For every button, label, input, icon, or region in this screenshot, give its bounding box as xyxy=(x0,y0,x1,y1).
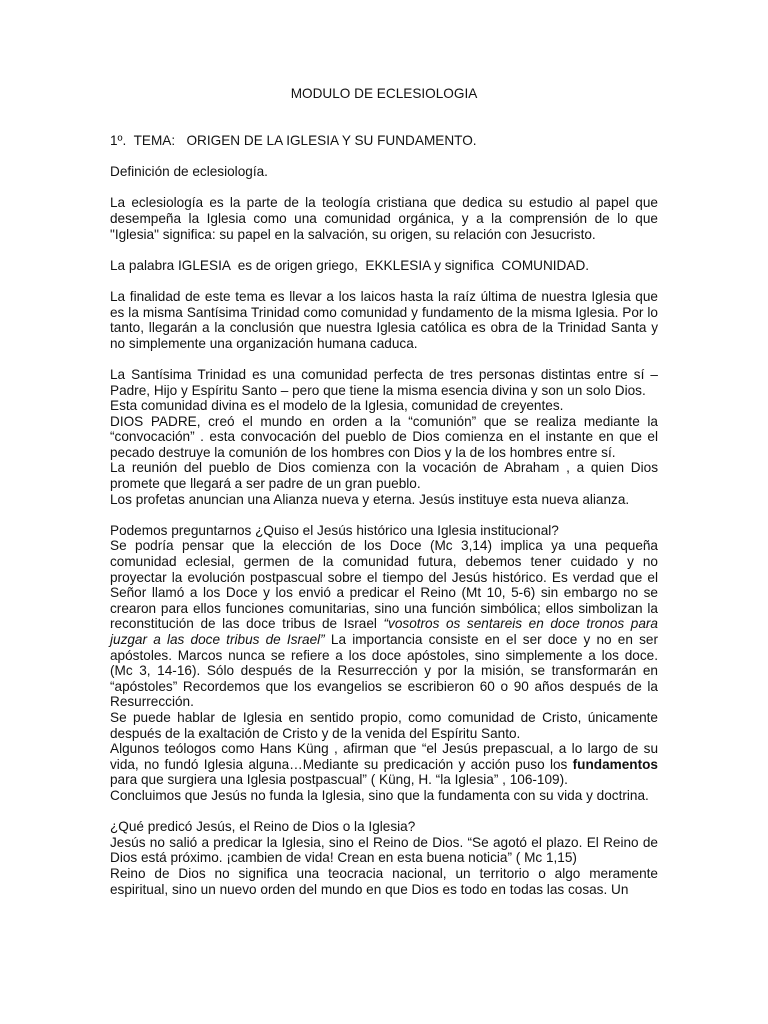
paragraph-teocracia: Reino de Dios no significa una teocracia nacional, un territorio o algo meramente espiritual, sino un nuevo orden del mundo en que Dios es todo en todas las cosas. Un xyxy=(110,865,658,897)
paragraph-abraham: La reunión del pueblo de Dios comienza con la vocación de Abraham , a quien Dios promete que llegará a ser padre de un gran pueblo. xyxy=(110,460,658,492)
document-body xyxy=(110,133,658,897)
topic-heading: 1º. TEMA: ORIGEN DE LA IGLESIA Y SU FUNDAMENTO. xyxy=(110,133,477,148)
paragraph-pregunta-reino: ¿Qué predicó Jesús, el Reino de Dios o la Iglesia? xyxy=(110,819,416,835)
kung-text-2: para que surgiera una Iglesia postpascual” ( Küng, H. “la Iglesia” , 106-109). xyxy=(110,772,568,788)
document-title: MODULO DE ECLESIOLOGIA xyxy=(290,86,478,101)
kung-bold-word: fundamentos xyxy=(572,756,658,772)
paragraph-profetas: Los profetas anuncian una Alianza nueva y eterna. Jesús instituye esta nueva alianza. xyxy=(110,491,630,507)
definition-heading: Definición de eclesiología. xyxy=(110,164,268,180)
paragraph-trinidad: La Santísima Trinidad es una comunidad perfecta de tres personas distintas entre sí – Padre, Hijo y Espíritu Santo – pero que tiene la misma esencia divina y son un solo Dios. xyxy=(110,366,658,398)
paragraph-conclusion: Concluimos que Jesús no funda la Iglesia, sino que la fundamenta con su vida y doctrina. xyxy=(110,787,649,803)
paragraph-ecclesiology: La eclesiología es la parte de la teología cristiana que dedica su estudio al papel que desempeña la Iglesia como una comunidad orgánica, y a la comprensión de lo que "Iglesia" significa: su papel en la salvación, su origen, su relación con Jesucristo. xyxy=(110,195,658,242)
paragraph-reino-de-dios: Jesús no salió a predicar la Iglesia, sino el Reino de Dios. “Se agotó el plazo. El Reino de Dios está próximo. ¡cambien de vida! Crean en esta buena noticia” ( Mc 1,15) xyxy=(110,834,658,866)
paragraph-los-doce xyxy=(110,538,658,710)
los-doce-text-1: Se podría pensar que la elección de los Doce (Mc 3,14) implica ya una pequeña comunidad eclesial, germen de la comunidad futura, debemos tener cuidado y no proyectar la evolución postpascual sobre el tiempo del Jesús histórico. Es verdad que el Señor llamó a los Doce y los envió a predicar el Reino (Mt 10, 5-6) sin embargo no se crearon para ellos funciones comunitarias, sino una función simbólica; ellos simbolizan la reconstitución de las doce tribus de Israel xyxy=(110,538,658,632)
paragraph-pregunta-iglesia: Podemos preguntarnos ¿Quiso el Jesús histórico una Iglesia institucional? xyxy=(110,522,559,538)
los-doce-text-2: La importancia consiste en el ser doce y no en ser apóstoles. Marcos nunca se refiere a los doce apóstoles, sino simplemente a los doce. (Mc 3, 14-16). Sólo después de la Resurrección y por la misión, se transformarán en “apóstoles” Recordemos que los evangelios se escribieron 60 o 90 años después de la Resurrección. xyxy=(110,632,658,710)
los-doce-quote: “vosotros os sentareis en doce tronos para juzgar a las doce tribus de Israel” xyxy=(110,616,658,647)
paragraph-hans-kung xyxy=(110,741,658,788)
paragraph-finalidad: La finalidad de este tema es llevar a los laicos hasta la raíz última de nuestra Iglesia que es la misma Santísima Trinidad como comunidad y fundamento de la misma Iglesia. Por lo tanto, llegarán a la conclusión que nuestra Iglesia católica es obra de la Trinidad Santa y no simplemente una organización humana caduca. xyxy=(110,288,658,351)
paragraph-sentido-propio: Se puede hablar de Iglesia en sentido propio, como comunidad de Cristo, únicamente después de la exaltación de Cristo y de la venida del Espíritu Santo. xyxy=(110,709,658,741)
paragraph-comunidad-divina: Esta comunidad divina es el modelo de la Iglesia, comunidad de creyentes. xyxy=(110,398,564,414)
paragraph-iglesia-word: La palabra IGLESIA es de origen griego, EKKLESIA y significa COMUNIDAD. xyxy=(110,257,590,273)
kung-text-1: Algunos teólogos como Hans Küng , afirman que “el Jesús prepascual, a lo largo de su vida, no fundó Iglesia alguna…Mediante su predicación y acción puso los xyxy=(110,741,658,772)
paragraph-dios-padre: DIOS PADRE, creó el mundo en orden a la “comunión” que se realiza mediante la “convocación” . esta convocación del pueblo de Dios comienza en el instante en que el pecado destruye la comunión de los hombres con Dios y la de los hombres entre sí. xyxy=(110,413,658,460)
